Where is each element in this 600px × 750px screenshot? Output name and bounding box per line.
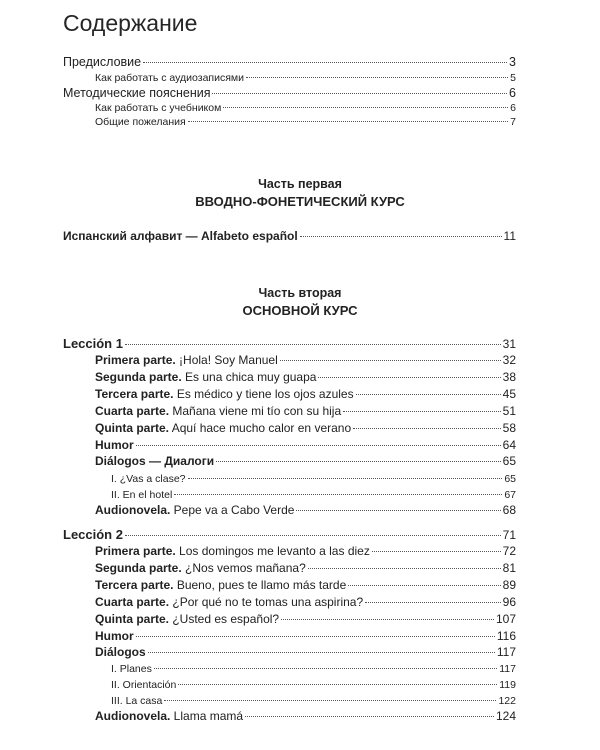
toc-entry-page: 32 [502, 353, 516, 367]
toc-entry[interactable] [95, 402, 516, 418]
toc-entry-alphabet[interactable] [63, 227, 516, 243]
toc-entry-page: 107 [495, 612, 516, 626]
toc-entry-page: 51 [502, 404, 516, 418]
toc-entry-label: Общие пожелания [95, 115, 186, 128]
toc-entry-page: 65 [502, 454, 516, 468]
dot-leader [212, 83, 507, 94]
lesson-1-entry[interactable] [63, 334, 516, 351]
part-label: Humor [95, 629, 134, 643]
part-label: Quinta parte. [95, 421, 170, 435]
toc-entry-label: Как работать с аудиозаписями [95, 71, 244, 84]
toc-entry[interactable] [95, 559, 516, 575]
toc-entry[interactable] [111, 692, 516, 707]
toc-entry[interactable] [95, 113, 516, 128]
toc-entry-page: 65 [504, 472, 516, 485]
toc-entry[interactable] [95, 452, 516, 468]
part-label: Segunda parte. [95, 370, 182, 384]
toc-entry[interactable] [111, 660, 516, 675]
dot-leader [353, 419, 501, 429]
dot-leader [343, 402, 501, 412]
toc-entry-label: Методические пояснения [63, 85, 211, 100]
part-topic: ¿Nos vemos mañana? [181, 561, 306, 575]
dot-leader [245, 707, 494, 717]
toc-entry-page: 3 [509, 54, 516, 69]
lesson-2-entry[interactable] [63, 525, 516, 542]
dot-leader [174, 486, 502, 495]
lesson-title: Lección 2 [63, 527, 123, 542]
page-title: Содержание [63, 10, 198, 36]
dot-leader [281, 610, 494, 620]
toc-entry[interactable] [95, 368, 516, 384]
toc-entry-page: 68 [502, 503, 516, 517]
part-label: Tercera parte. [95, 387, 174, 401]
toc-entry-page: 116 [496, 629, 516, 643]
toc-entry-page: 6 [510, 101, 516, 114]
part-topic: Bueno, pues te llamo más tarde [173, 578, 347, 592]
toc-entry-page: 89 [502, 578, 516, 592]
part-topic: ¿Por qué no te tomas una aspirina? [169, 595, 364, 609]
toc-entry-page: 58 [502, 421, 516, 435]
toc-entry[interactable] [111, 486, 516, 501]
dialog-label: I. ¿Vas a clase? [111, 472, 186, 485]
toc-entry[interactable] [111, 470, 516, 485]
toc-entry[interactable] [63, 83, 516, 100]
dot-leader [296, 501, 500, 511]
toc-entry-page: 122 [498, 694, 516, 707]
dot-leader [125, 525, 501, 536]
toc-entry[interactable] [95, 707, 516, 723]
toc-entry-page: 119 [499, 678, 516, 691]
dot-leader [365, 593, 500, 603]
toc-entry-page: 72 [502, 544, 516, 558]
part-label: Diálogos — Диалоги [95, 454, 215, 468]
part-topic: Es una chica muy guapa [181, 370, 317, 384]
part-topic: Aquí hace mucho calor en verano [169, 421, 352, 435]
dot-leader [246, 69, 508, 78]
part-topic: ¿Usted es español? [169, 612, 280, 626]
toc-entry-page: 117 [499, 662, 516, 675]
part2-title: ОСНОВНОЙ КУРС [242, 303, 358, 318]
toc-entry-page: 71 [502, 528, 516, 542]
toc-entry-page: 81 [502, 561, 516, 575]
part-label: Cuarta parte. [95, 404, 170, 418]
part-topic: Mañana viene mi tío con su hija [169, 404, 342, 418]
dot-leader [188, 113, 508, 122]
dot-leader [164, 692, 496, 701]
part-topic: ¡Hola! Soy Manuel [175, 353, 278, 367]
part-label: Primera parte. [95, 353, 176, 367]
dot-leader [188, 470, 503, 479]
dot-leader [154, 660, 497, 669]
dialog-label: I. Planes [111, 662, 152, 675]
dot-leader [372, 542, 501, 552]
dot-leader [348, 576, 500, 586]
toc-entry-page: 124 [495, 709, 516, 723]
part1-title: ВВОДНО-ФОНЕТИЧЕСКИЙ КУРС [195, 194, 405, 209]
dot-leader [356, 385, 501, 395]
toc-entry[interactable] [95, 643, 516, 659]
toc-entry[interactable] [95, 576, 516, 592]
toc-entry[interactable] [95, 69, 516, 84]
toc-entry-label: Предисловие [63, 54, 142, 69]
dot-leader [300, 227, 502, 237]
toc-entry[interactable] [95, 501, 516, 517]
toc-entry[interactable] [95, 351, 516, 367]
dot-leader [136, 627, 495, 637]
toc-entry[interactable] [95, 99, 516, 114]
toc-entry[interactable] [63, 52, 516, 69]
toc-entry-page: 67 [504, 488, 516, 501]
part-label: Audionovela. [95, 503, 171, 517]
toc-entry-page: 117 [496, 645, 516, 659]
dialog-label: III. La casa [111, 694, 163, 707]
part-label: Audionovela. [95, 709, 171, 723]
toc-entry-page: 31 [502, 337, 516, 351]
toc-entry-page: 38 [502, 370, 516, 384]
dot-leader [280, 351, 501, 361]
toc-entry[interactable] [95, 436, 516, 452]
part-label: Tercera parte. [95, 578, 174, 592]
toc-entry[interactable] [95, 419, 516, 435]
dot-leader [143, 52, 507, 63]
part-label: Diálogos [95, 645, 146, 659]
dot-leader [148, 643, 495, 653]
toc-entry-page: 5 [510, 71, 516, 84]
toc-entry-page: 11 [503, 229, 516, 243]
part-label: Humor [95, 438, 134, 452]
dot-leader [318, 368, 500, 378]
dot-leader [223, 99, 508, 108]
toc-entry-label: Испанский алфавит — Alfabeto español [63, 229, 298, 243]
toc-entry-page: 45 [502, 387, 516, 401]
dot-leader [308, 559, 501, 569]
part-topic: Pepe va a Cabo Verde [170, 503, 295, 517]
dialog-label: II. En el hotel [111, 488, 173, 501]
toc-entry-page: 96 [502, 595, 516, 609]
toc-entry-page: 6 [509, 85, 516, 100]
part-label: Primera parte. [95, 544, 176, 558]
part-label: Cuarta parte. [95, 595, 170, 609]
part-topic: Llama mamá [170, 709, 244, 723]
toc-entry[interactable] [95, 542, 516, 558]
dot-leader [125, 334, 501, 345]
dot-leader [178, 676, 497, 685]
part-label: Segunda parte. [95, 561, 182, 575]
part-topic: Los domingos me levanto a las diez [175, 544, 370, 558]
dialog-label: II. Orientación [111, 678, 177, 691]
lesson-title: Lección 1 [63, 336, 123, 351]
part1-heading: Часть первая [258, 177, 342, 191]
part2-heading: Часть вторая [258, 286, 342, 300]
dot-leader [216, 452, 501, 462]
toc-entry[interactable] [95, 627, 516, 643]
toc-entry[interactable] [95, 610, 516, 626]
toc-entry[interactable] [95, 593, 516, 609]
part-label: Quinta parte. [95, 612, 170, 626]
dot-leader [136, 436, 501, 446]
toc-entry[interactable] [111, 676, 516, 691]
toc-entry-page: 7 [510, 115, 516, 128]
toc-entry-label: Как работать с учебником [95, 101, 222, 114]
toc-entry-page: 64 [502, 438, 516, 452]
part-topic: Es médico y tiene los ojos azules [173, 387, 354, 401]
toc-entry[interactable] [95, 385, 516, 401]
